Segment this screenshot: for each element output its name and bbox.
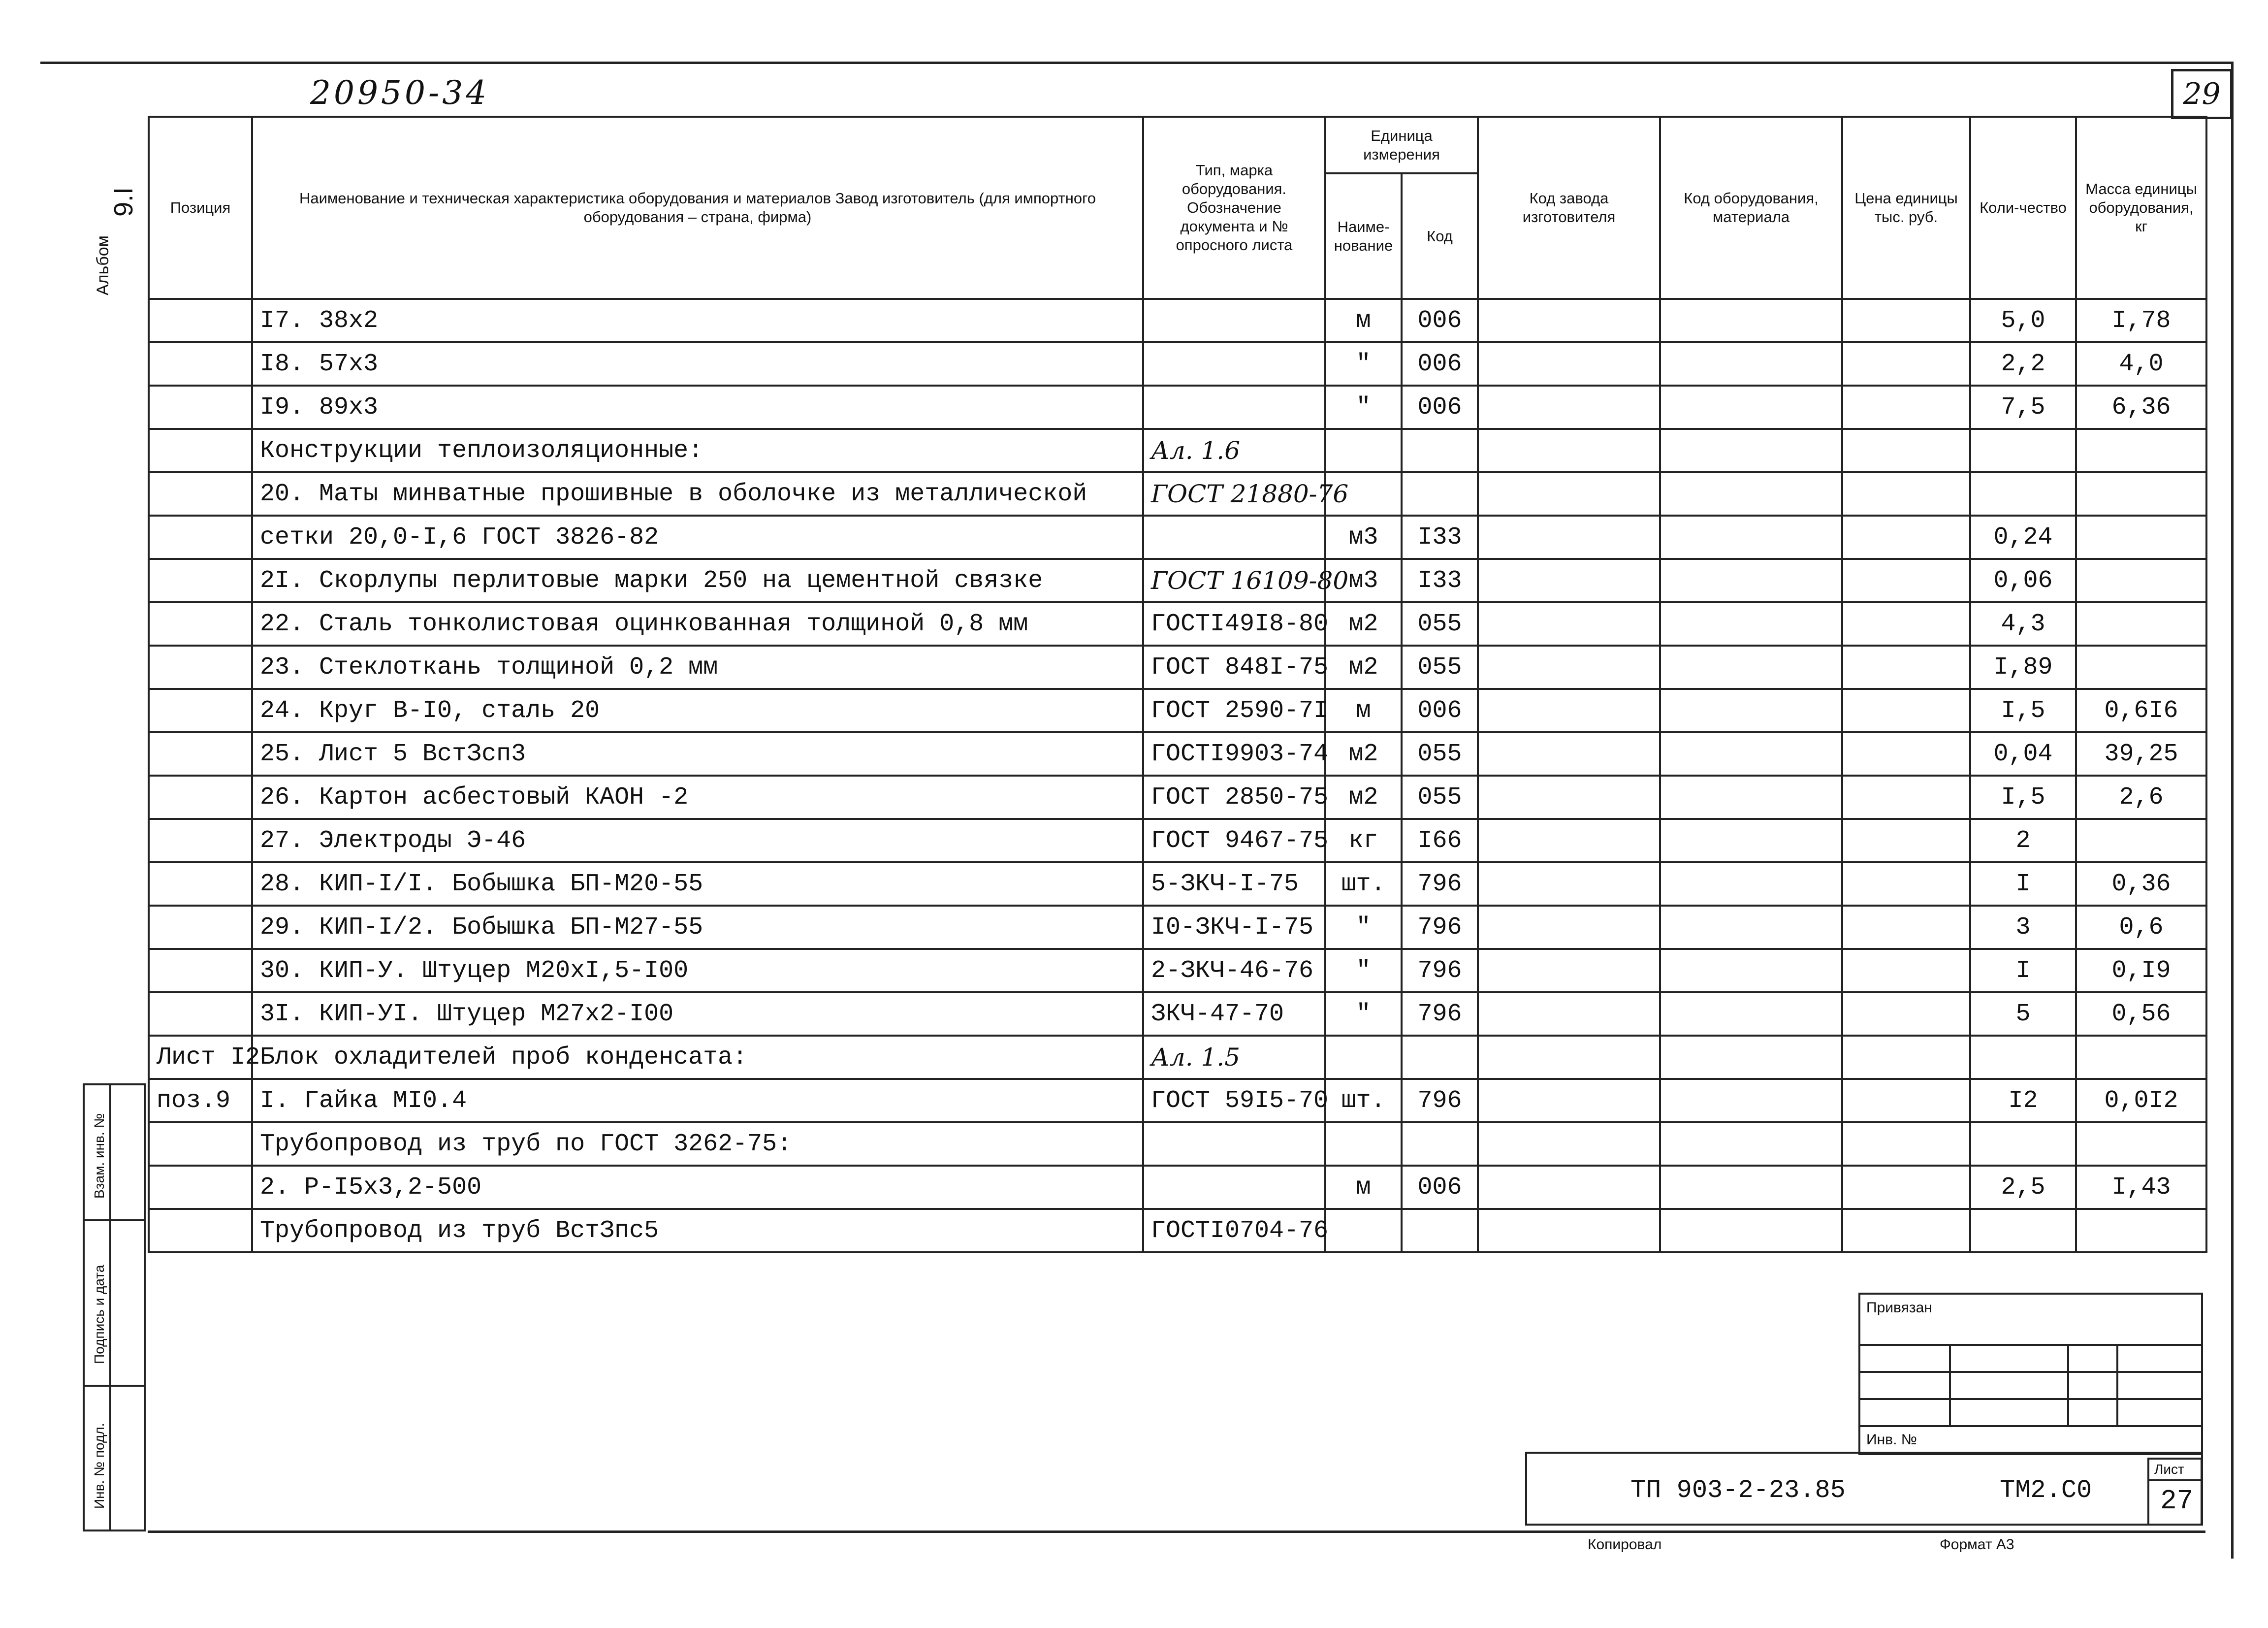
cell-mass (2076, 1036, 2206, 1079)
cell-mass (2076, 1209, 2206, 1252)
cell-quantity: 0,24 (1970, 516, 2076, 559)
cell-quantity: I (1970, 862, 2076, 906)
table-row (149, 472, 2206, 516)
cell-unit: " (1325, 949, 1402, 992)
cell-position (149, 646, 252, 689)
table-row (149, 1079, 2206, 1122)
cell-price (1842, 1166, 1970, 1209)
cell-maker-code (1478, 776, 1660, 819)
cell-maker-code (1478, 1122, 1660, 1166)
cell-code: 796 (1402, 1079, 1478, 1122)
table-row (149, 602, 2206, 646)
cell-mass: 0,6 (2076, 906, 2206, 949)
cell-code: 796 (1402, 949, 1478, 992)
cell-name: I. Гайка МI0.4 (252, 1079, 1143, 1122)
cell-price (1842, 386, 1970, 429)
cell-code: 006 (1402, 342, 1478, 386)
table-row (149, 819, 2206, 862)
cell-quantity: 2 (1970, 819, 2076, 862)
cell-maker-code (1478, 342, 1660, 386)
cell-position (149, 342, 252, 386)
cell-equipment-code (1660, 732, 1842, 776)
cell-type: Ал. 1.5 (1143, 1036, 1325, 1079)
cell-quantity: I,5 (1970, 689, 2076, 732)
cell-mass: 0,36 (2076, 862, 2206, 906)
cell-price (1842, 949, 1970, 992)
cell-name: 25. Лист 5 ВстЗсп3 (252, 732, 1143, 776)
cell-mass (2076, 516, 2206, 559)
cell-quantity: I2 (1970, 1079, 2076, 1122)
cell-code: 796 (1402, 862, 1478, 906)
table-row (149, 516, 2206, 559)
cell-quantity (1970, 472, 2076, 516)
cell-mass (2076, 1122, 2206, 1166)
side-stamp-column (83, 1083, 146, 1531)
cell-unit: м3 (1325, 559, 1402, 602)
cell-quantity: 0,04 (1970, 732, 2076, 776)
cell-unit: м2 (1325, 602, 1402, 646)
cell-maker-code (1478, 646, 1660, 689)
cell-name: 28. КИП-I/I. Бобышка БП-М20-55 (252, 862, 1143, 906)
cell-maker-code (1478, 602, 1660, 646)
cell-unit: м2 (1325, 732, 1402, 776)
cell-equipment-code (1660, 819, 1842, 862)
cell-mass (2076, 646, 2206, 689)
cell-equipment-code (1660, 472, 1842, 516)
cell-maker-code (1478, 689, 1660, 732)
stamp-podpis (83, 1219, 146, 1387)
cell-price (1842, 646, 1970, 689)
cell-code (1402, 472, 1478, 516)
cell-unit (1325, 1036, 1402, 1079)
table-row (149, 689, 2206, 732)
table-row (149, 1122, 2206, 1166)
cell-unit: " (1325, 992, 1402, 1036)
stamp-inv-podl-label: Инв. № подл. (92, 1423, 107, 1509)
header-unit-name: Наиме-нование (1325, 173, 1402, 299)
cell-name: 2I. Скорлупы перлитовые марки 250 на цементной связке (252, 559, 1143, 602)
cell-type: ГОСТ 16109-80 (1143, 559, 1325, 602)
cell-maker-code (1478, 906, 1660, 949)
cell-maker-code (1478, 429, 1660, 472)
cell-name: 20. Маты минватные прошивные в оболочке из металлической (252, 472, 1143, 516)
cell-name: 2. Р-I5х3,2-500 (252, 1166, 1143, 1209)
cell-code: 055 (1402, 646, 1478, 689)
copied-label: Копировал (1588, 1536, 1662, 1553)
cell-equipment-code (1660, 906, 1842, 949)
cell-price (1842, 906, 1970, 949)
cell-unit (1325, 1209, 1402, 1252)
cell-position (149, 516, 252, 559)
cell-price (1842, 1036, 1970, 1079)
cell-name: 24. Круг В-I0, сталь 20 (252, 689, 1143, 732)
cell-unit: м (1325, 1166, 1402, 1209)
cell-price (1842, 862, 1970, 906)
cell-maker-code (1478, 1166, 1660, 1209)
cell-unit (1325, 429, 1402, 472)
privyazan-label: Привязан (1866, 1300, 1932, 1316)
cell-mass: 4,0 (2076, 342, 2206, 386)
cell-type: ГОСТI9903-74 (1143, 732, 1325, 776)
cell-mass: 2,6 (2076, 776, 2206, 819)
cell-price (1842, 1079, 1970, 1122)
cell-equipment-code (1660, 689, 1842, 732)
cell-position (149, 776, 252, 819)
cell-unit (1325, 1122, 1402, 1166)
cell-position (149, 1122, 252, 1166)
cell-price (1842, 819, 1970, 862)
cell-mass: 0,6I6 (2076, 689, 2206, 732)
cell-name: I7. 38х2 (252, 299, 1143, 342)
table-row (149, 1209, 2206, 1252)
cell-quantity (1970, 1122, 2076, 1166)
album-label: Альбом (94, 235, 112, 295)
cell-type (1143, 299, 1325, 342)
cell-quantity (1970, 429, 2076, 472)
cell-price (1842, 992, 1970, 1036)
cell-type: Ал. 1.6 (1143, 429, 1325, 472)
cell-name: 23. Стеклоткань толщиной 0,2 мм (252, 646, 1143, 689)
cell-mass: 6,36 (2076, 386, 2206, 429)
cell-maker-code (1478, 516, 1660, 559)
stamp-inv-podl (83, 1385, 146, 1531)
cell-equipment-code (1660, 602, 1842, 646)
cell-equipment-code (1660, 386, 1842, 429)
cell-position (149, 906, 252, 949)
cell-price (1842, 732, 1970, 776)
cell-mass (2076, 472, 2206, 516)
table-row (149, 646, 2206, 689)
cell-equipment-code (1660, 862, 1842, 906)
cell-code: 006 (1402, 299, 1478, 342)
header-price: Цена единицы тыс. руб. (1842, 117, 1970, 299)
header-maker-code: Код завода изготовителя (1478, 117, 1660, 299)
cell-type: ГОСТ 21880-76 (1143, 472, 1325, 516)
header-unit: Единица измерения (1325, 117, 1478, 173)
cell-type: ГОСТ 9467-75 (1143, 819, 1325, 862)
cell-equipment-code (1660, 949, 1842, 992)
cell-code: 796 (1402, 906, 1478, 949)
cell-position (149, 949, 252, 992)
cell-quantity: 5,0 (1970, 299, 2076, 342)
header-mass: Масса единицы оборудования, кг (2076, 117, 2206, 299)
cell-price (1842, 559, 1970, 602)
cell-position (149, 819, 252, 862)
cell-name: 26. Картон асбестовый КАОН -2 (252, 776, 1143, 819)
cell-name: 29. КИП-I/2. Бобышка БП-М27-55 (252, 906, 1143, 949)
cell-maker-code (1478, 472, 1660, 516)
cell-unit: " (1325, 906, 1402, 949)
cell-equipment-code (1660, 559, 1842, 602)
cell-price (1842, 602, 1970, 646)
header-position: Позиция (149, 117, 252, 299)
cell-unit: м2 (1325, 776, 1402, 819)
cell-equipment-code (1660, 1036, 1842, 1079)
table-row (149, 386, 2206, 429)
cell-position (149, 602, 252, 646)
cell-quantity: I,89 (1970, 646, 2076, 689)
cell-position (149, 429, 252, 472)
stamp-inv-vzam-label: Взам. инв. № (92, 1113, 107, 1199)
cell-name: Блок охладителей проб конденсата: (252, 1036, 1143, 1079)
cell-type (1143, 516, 1325, 559)
document-number: 20950-34 (310, 74, 490, 112)
cell-mass (2076, 559, 2206, 602)
cell-position (149, 1166, 252, 1209)
cell-type: ГОСТ 2590-7I (1143, 689, 1325, 732)
sheet-label: Лист (2154, 1462, 2184, 1477)
cell-code (1402, 429, 1478, 472)
cell-equipment-code (1660, 342, 1842, 386)
stamp-inv-vzam (83, 1083, 146, 1221)
cell-name: Конструкции теплоизоляционные: (252, 429, 1143, 472)
cell-code: 055 (1402, 776, 1478, 819)
cell-maker-code (1478, 862, 1660, 906)
cell-maker-code (1478, 299, 1660, 342)
table-row (149, 1166, 2206, 1209)
cell-maker-code (1478, 949, 1660, 992)
cell-code: I66 (1402, 819, 1478, 862)
table-body (149, 299, 2206, 1252)
table-row (149, 862, 2206, 906)
cell-maker-code (1478, 819, 1660, 862)
cell-code: 006 (1402, 1166, 1478, 1209)
drawing-code: ТМ2.С0 (2000, 1476, 2092, 1505)
cell-position (149, 862, 252, 906)
cell-type: ГОСТI49I8-80 (1143, 602, 1325, 646)
cell-unit: кг (1325, 819, 1402, 862)
cell-equipment-code (1660, 299, 1842, 342)
cell-price (1842, 516, 1970, 559)
album-value: 9.I (109, 187, 138, 217)
table-row (149, 732, 2206, 776)
cell-equipment-code (1660, 1079, 1842, 1122)
cell-unit: " (1325, 386, 1402, 429)
cell-code: 006 (1402, 689, 1478, 732)
table-row (149, 299, 2206, 342)
cell-name: 3I. КИП-УI. Штуцер М27х2-I00 (252, 992, 1143, 1036)
cell-maker-code (1478, 1209, 1660, 1252)
cell-quantity (1970, 1036, 2076, 1079)
cell-quantity: 2,2 (1970, 342, 2076, 386)
cell-position: Лист I2 (149, 1036, 252, 1079)
cell-position (149, 1209, 252, 1252)
cell-maker-code (1478, 1036, 1660, 1079)
header-type: Тип, марка оборудования. Обозначение документа и № опросного листа (1143, 117, 1325, 299)
cell-unit: шт. (1325, 862, 1402, 906)
table-row (149, 992, 2206, 1036)
cell-mass: 0,0I2 (2076, 1079, 2206, 1122)
cell-maker-code (1478, 559, 1660, 602)
cell-position: поз.9 (149, 1079, 252, 1122)
table-row (149, 776, 2206, 819)
cell-equipment-code (1660, 429, 1842, 472)
header-quantity: Коли-чество (1970, 117, 2076, 299)
cell-equipment-code (1660, 1209, 1842, 1252)
cell-type: I0-ЗКЧ-I-75 (1143, 906, 1325, 949)
cell-quantity: 3 (1970, 906, 2076, 949)
cell-position (149, 559, 252, 602)
cell-type (1143, 1122, 1325, 1166)
cell-quantity: 2,5 (1970, 1166, 2076, 1209)
cell-name: сетки 20,0-I,6 ГОСТ 3826-82 (252, 516, 1143, 559)
cell-equipment-code (1660, 776, 1842, 819)
cell-quantity: I,5 (1970, 776, 2076, 819)
cell-price (1842, 1122, 1970, 1166)
table-row (149, 1036, 2206, 1079)
table-row (149, 429, 2206, 472)
cell-code: I33 (1402, 559, 1478, 602)
cell-name: 22. Сталь тонколистовая оцинкованная толщиной 0,8 мм (252, 602, 1143, 646)
cell-type: ЗКЧ-47-70 (1143, 992, 1325, 1036)
cell-quantity: 4,3 (1970, 602, 2076, 646)
cell-position (149, 689, 252, 732)
table-row (149, 559, 2206, 602)
cell-name: I9. 89х3 (252, 386, 1143, 429)
cell-position (149, 299, 252, 342)
cell-maker-code (1478, 732, 1660, 776)
stamp-podpis-label: Подпись и дата (92, 1265, 107, 1364)
cell-type: ГОСТI0704-76 (1143, 1209, 1325, 1252)
cell-unit: м2 (1325, 646, 1402, 689)
cell-equipment-code (1660, 1122, 1842, 1166)
cell-code: 055 (1402, 602, 1478, 646)
cell-type (1143, 386, 1325, 429)
cell-code: 055 (1402, 732, 1478, 776)
cell-maker-code (1478, 992, 1660, 1036)
sheet-value: 27 (2160, 1485, 2194, 1517)
cell-name: Трубопровод из труб по ГОСТ 3262-75: (252, 1122, 1143, 1166)
cell-code: I33 (1402, 516, 1478, 559)
cell-type (1143, 342, 1325, 386)
bottom-border (148, 1530, 2205, 1533)
cell-equipment-code (1660, 1166, 1842, 1209)
cell-price (1842, 472, 1970, 516)
cell-type: ГОСТ 848I-75 (1143, 646, 1325, 689)
cell-maker-code (1478, 386, 1660, 429)
cell-price (1842, 689, 1970, 732)
cell-unit: шт. (1325, 1079, 1402, 1122)
cell-mass: 39,25 (2076, 732, 2206, 776)
cell-price (1842, 776, 1970, 819)
header-name: Наименование и техническая характеристика оборудования и материалов Завод изготовитель (для импортного оборудования – страна, фирма) (252, 117, 1143, 299)
cell-name: I8. 57х3 (252, 342, 1143, 386)
cell-code: 796 (1402, 992, 1478, 1036)
cell-code (1402, 1036, 1478, 1079)
cell-price (1842, 299, 1970, 342)
table-row (149, 949, 2206, 992)
cell-position (149, 732, 252, 776)
sheet-number: 29 (2171, 69, 2233, 119)
cell-code (1402, 1122, 1478, 1166)
cell-position (149, 472, 252, 516)
cell-quantity: I (1970, 949, 2076, 992)
header-equipment-code: Код оборудования, материала (1660, 117, 1842, 299)
cell-equipment-code (1660, 646, 1842, 689)
cell-mass: 0,I9 (2076, 949, 2206, 992)
cell-position (149, 992, 252, 1036)
project-code: ТП 903-2-23.85 (1630, 1476, 1846, 1505)
cell-price (1842, 1209, 1970, 1252)
header-unit-code: Код (1402, 173, 1478, 299)
cell-quantity: 5 (1970, 992, 2076, 1036)
cell-name: 27. Электроды Э-46 (252, 819, 1143, 862)
cell-price (1842, 342, 1970, 386)
cell-unit: м (1325, 689, 1402, 732)
table-row (149, 906, 2206, 949)
cell-equipment-code (1660, 992, 1842, 1036)
cell-unit: м3 (1325, 516, 1402, 559)
cell-mass (2076, 602, 2206, 646)
cell-mass: I,43 (2076, 1166, 2206, 1209)
cell-type: 2-ЗКЧ-46-76 (1143, 949, 1325, 992)
title-stamp (1525, 1452, 2203, 1526)
cell-equipment-code (1660, 516, 1842, 559)
cell-quantity (1970, 1209, 2076, 1252)
cell-type: ГОСТ 59I5-70 (1143, 1079, 1325, 1122)
cell-type (1143, 1166, 1325, 1209)
cell-name: Трубопровод из труб ВстЗпс5 (252, 1209, 1143, 1252)
cell-maker-code (1478, 1079, 1660, 1122)
cell-type: 5-ЗКЧ-I-75 (1143, 862, 1325, 906)
specification-table (148, 116, 2207, 1253)
cell-mass: I,78 (2076, 299, 2206, 342)
sheet-cell (2147, 1458, 2203, 1526)
format-label: Формат А3 (1940, 1536, 2014, 1553)
cell-unit: м (1325, 299, 1402, 342)
cell-unit: " (1325, 342, 1402, 386)
cell-type: ГОСТ 2850-75 (1143, 776, 1325, 819)
cell-quantity: 7,5 (1970, 386, 2076, 429)
cell-position (149, 386, 252, 429)
cell-name: 30. КИП-У. Штуцер М20хI,5-I00 (252, 949, 1143, 992)
cell-quantity: 0,06 (1970, 559, 2076, 602)
binding-block (1858, 1293, 2203, 1455)
inv-no-label: Инв. № (1866, 1432, 1917, 1448)
table-row (149, 342, 2206, 386)
cell-mass (2076, 819, 2206, 862)
cell-mass (2076, 429, 2206, 472)
cell-code: 006 (1402, 386, 1478, 429)
cell-code (1402, 1209, 1478, 1252)
cell-price (1842, 429, 1970, 472)
cell-mass: 0,56 (2076, 992, 2206, 1036)
